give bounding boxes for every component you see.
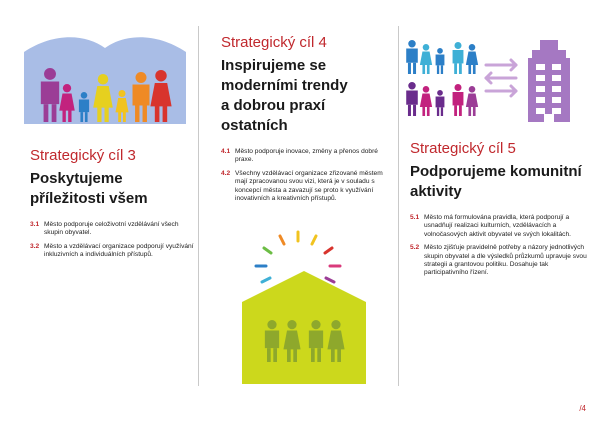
goal-3-title-line: Poskytujeme: [30, 170, 123, 187]
person-figure-icon: [436, 90, 445, 116]
goal-3-title-line: příležitosti všem: [30, 190, 148, 207]
goal-item: [221, 148, 386, 165]
goal-4-section: [221, 34, 386, 208]
goal-3-items: [30, 221, 195, 260]
goal-item: [410, 244, 588, 278]
item-number: 3.1: [30, 221, 40, 228]
house-with-ideas-icon: [228, 228, 380, 384]
goal-item: [30, 243, 195, 260]
item-number: 3.2: [30, 242, 40, 250]
goal-5-section: [410, 140, 588, 283]
goal-5-items: [410, 214, 588, 278]
goal-4-subtitle: Strategický cíl 4: [221, 34, 327, 51]
person-figure-icon: [466, 44, 478, 74]
person-figure-icon: [406, 82, 418, 116]
goal-4-title-line: Inspirujeme se: [221, 57, 327, 74]
person-figure-icon: [420, 44, 432, 74]
goal-item: [221, 170, 386, 204]
goal-4-title-line: moderními trendy: [221, 77, 348, 94]
community-and-building-icon: [404, 36, 590, 124]
book-with-family-icon: [24, 34, 186, 126]
item-number: 5.2: [410, 244, 420, 252]
item-number: 5.1: [410, 214, 420, 221]
person-figure-icon: [420, 86, 432, 116]
person-figure-icon: [453, 84, 464, 116]
item-text: Město a vzdělávací organizace podporují využívání inkluzivních a individuálních přístupů.: [44, 242, 194, 259]
person-figure-icon: [406, 40, 418, 74]
item-text: Město podporuje celoživotní vzdělávání všech skupin obyvatel.: [44, 221, 179, 237]
goal-3-subtitle: Strategický cíl 3: [30, 147, 136, 164]
goal-5-title-line: aktivity: [410, 183, 462, 200]
person-figure-icon: [436, 48, 445, 74]
person-figure-icon: [466, 86, 478, 116]
page-number: /4: [579, 404, 586, 413]
item-text: Město zjišťuje pravidelně potřeby a názory jednotlivých skupin obyvatel a dle výsledků průzkumů upravuje svou strategii a grantovou politiku. Dosahuje tak participativního řízení.: [424, 244, 587, 277]
goal-item: [410, 214, 588, 239]
item-number: 4.1: [221, 148, 231, 155]
goal-3-section: [30, 147, 195, 265]
person-figure-icon: [453, 42, 464, 74]
goal-4-title-line: a dobrou praxí: [221, 97, 326, 114]
item-text: Město má formulována pravidla, která podporují a usnadňují realizaci kulturních, vzdělávacích a volnočasových aktivit obyvatel ve svých lokalitách.: [424, 214, 571, 238]
column-divider: [198, 26, 199, 386]
goal-5-title-line: Podporujeme komunitní: [410, 163, 582, 180]
column-divider: [398, 26, 399, 386]
goal-3-title: [30, 169, 195, 209]
goal-4-title-line: ostatních: [221, 117, 288, 134]
goal-4-items: [221, 148, 386, 203]
item-number: 4.2: [221, 169, 231, 177]
item-text: Všechny vzdělávací organizace zřizované městem mají zpracovanou svou vizi, která je v souladu s koncepcí města a zavazují se proto k využívání inovativních a kreativních přístupů.: [235, 169, 383, 203]
goal-item: [30, 221, 195, 238]
goal-4-title: [221, 56, 386, 136]
goal-5-subtitle: Strategický cíl 5: [410, 140, 516, 157]
item-text: Město podporuje inovace, změny a přenos dobré praxe.: [235, 148, 378, 164]
goal-5-title: [410, 162, 588, 202]
